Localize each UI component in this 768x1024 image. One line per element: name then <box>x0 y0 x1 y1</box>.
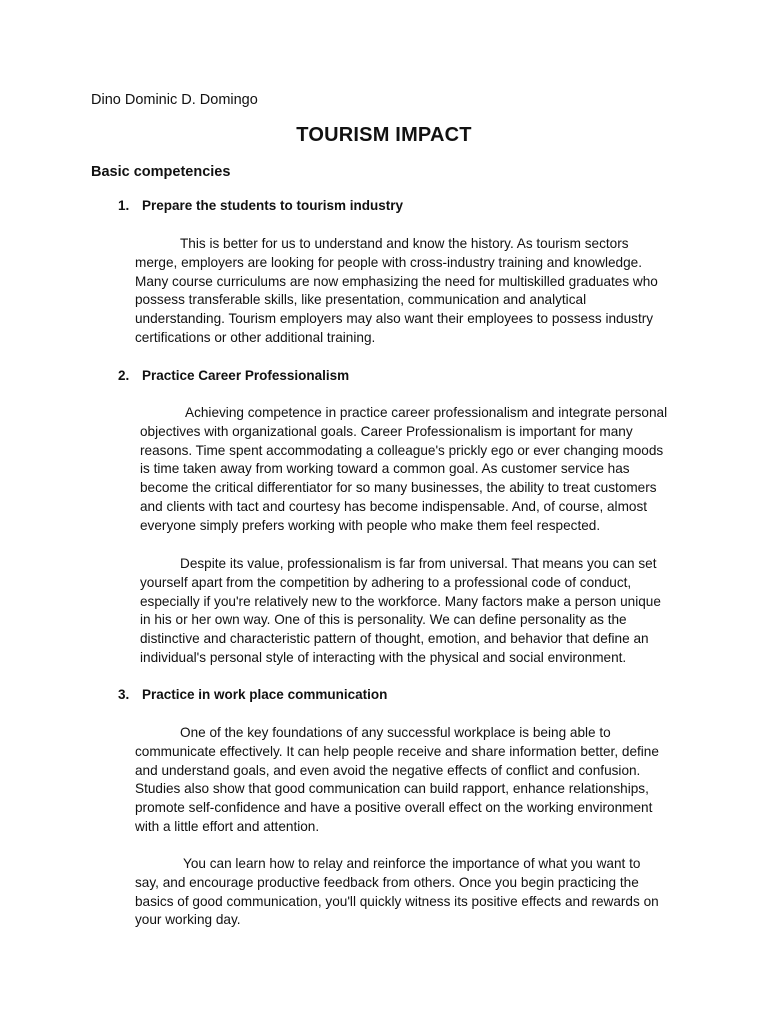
item-3-number: 3. <box>118 687 130 702</box>
item-2-paragraph-1 <box>140 404 667 536</box>
paragraph-line: and understand goals, and even avoid the negative effects of conflict and confusion. <box>135 762 641 778</box>
paragraph-line: your working day. <box>135 912 241 928</box>
paragraph-line: become the critical differentiator for so many businesses, the ability to treat customers <box>140 480 657 496</box>
item-3-paragraph-1 <box>135 724 659 837</box>
paragraph-line: This is better for us to understand and know the history. As tourism sectors <box>180 236 629 251</box>
paragraph-line: especially if you're relatively new to the workforce. Many factors make a person unique <box>140 593 661 609</box>
paragraph-line: individual's personal style of interacting with the physical and social environment. <box>140 649 627 665</box>
paragraph-line: distinctive and characteristic pattern of thought, emotion, and behavior that define an <box>140 631 649 647</box>
paragraph-line: understanding. Tourism employers may also want their employees to possess industry <box>135 311 654 327</box>
paragraph-line: is time taken away from working toward a common goal. As customer service has <box>140 461 630 477</box>
paragraph-line: certifications or other additional training. <box>135 329 376 345</box>
paragraph-line: Despite its value, professionalism is far from universal. That means you can set <box>180 556 657 571</box>
item-1-paragraph-1 <box>135 235 658 348</box>
document-title: TOURISM IMPACT <box>296 124 472 146</box>
paragraph-line: with a little effort and attention. <box>135 818 320 834</box>
paragraph-line: You can learn how to relay and reinforce the importance of what you want to <box>183 856 641 871</box>
paragraph-line: Many course curriculums are now emphasizing the need for multiskilled graduates who <box>135 273 658 289</box>
item-2-heading <box>118 368 349 383</box>
paragraph-line: Achieving competence in practice career professionalism and integrate personal <box>185 405 668 420</box>
item-3-title: Practice in work place communication <box>142 687 388 702</box>
paragraph-line: Studies also show that good communication can build rapport, enhance relationships, <box>135 781 649 797</box>
paragraph-line: basics of good communication, you'll quickly witness its positive effects and rewards on <box>135 893 659 909</box>
paragraph-line: in his or her own way. One of this is personality. We can define personality as the <box>140 612 627 628</box>
paragraph-line: merge, employers are looking for people with cross-industry training and knowledge. <box>135 254 643 270</box>
item-1-heading <box>118 198 403 213</box>
paragraph-line: yourself apart from the competition by adhering to a professional code of conduct, <box>140 574 632 590</box>
item-2-title: Practice Career Professionalism <box>142 368 350 383</box>
paragraph-line: everyone simply prefers working with people who make them feel respected. <box>140 517 601 533</box>
item-1-title: Prepare the students to tourism industry <box>142 198 404 213</box>
paragraph-line: reasons. Time spent accommodating a colleague's prickly ego or ever changing moods <box>140 442 664 458</box>
paragraph-line: communicate effectively. It can help people receive and share information better, define <box>135 743 659 759</box>
paragraph-line: possess transferable skills, like presentation, communication and analytical <box>135 292 587 308</box>
item-3-heading <box>118 687 387 702</box>
item-3-paragraph-2 <box>135 855 659 930</box>
paragraph-line: say, and encourage productive feedback from others. Once you begin practicing the <box>135 874 639 890</box>
paragraph-line: promote self-confidence and have a positive overall effect on the working environment <box>135 800 653 816</box>
paragraph-line: and clients with tact and courtesy has become indispensable. And, of course, almost <box>140 498 648 514</box>
item-2-paragraph-2 <box>140 555 661 668</box>
section-heading: Basic competencies <box>91 164 231 180</box>
paragraph-line: One of the key foundations of any successful workplace is being able to <box>180 725 611 740</box>
item-1-number: 1. <box>118 198 130 213</box>
author-name: Dino Dominic D. Domingo <box>91 92 258 108</box>
paragraph-line: objectives with organizational goals. Career Professionalism is important for many <box>140 423 633 439</box>
item-2-number: 2. <box>118 368 130 383</box>
